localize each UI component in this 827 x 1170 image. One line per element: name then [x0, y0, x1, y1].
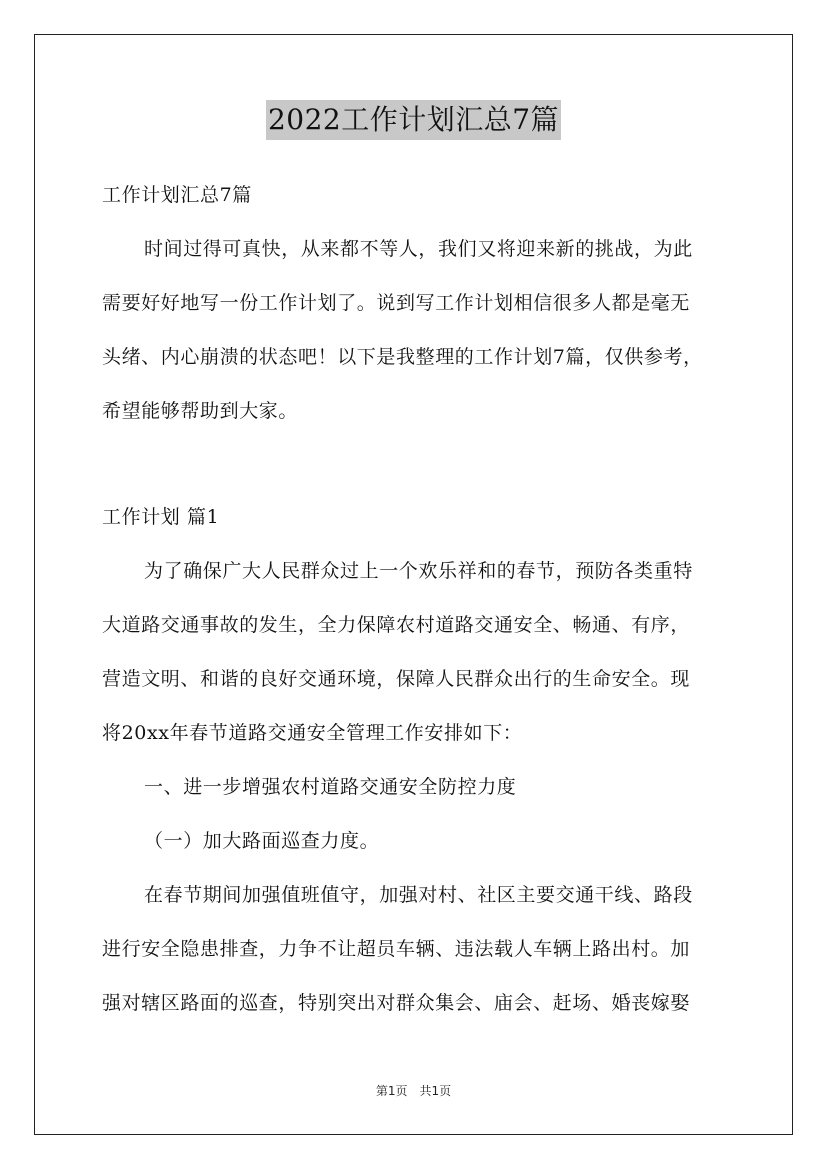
intro-line-4: 希望能够帮助到大家。 [102, 400, 299, 422]
section-paragraph-line-3: 营造文明、和谐的良好交通环境，保障人民群众出行的生命安全。现 [102, 668, 691, 690]
intro-line-1: 时间过得可真快，从来都不等人，我们又将迎来新的挑战，为此 [144, 238, 693, 260]
sub-heading: （一）加大路面巡查力度。 [144, 830, 380, 852]
item-heading: 一、进一步增强农村道路交通安全防控力度 [144, 776, 517, 798]
section-paragraph-line-4: 将20xx年春节道路交通安全管理工作安排如下： [102, 722, 523, 744]
section-paragraph-line-2: 大道路交通事故的发生，全力保障农村道路交通安全、畅通、有序， [102, 614, 691, 636]
intro-line-3: 头绪、内心崩溃的状态吧！以下是我整理的工作计划7篇，仅供参考， [102, 346, 703, 368]
page-footer [0, 1082, 827, 1099]
detail-paragraph-line-3: 强对辖区路面的巡查，特别突出对群众集会、庙会、赶场、婚丧嫁娶 [102, 992, 691, 1014]
paragraph-gap [102, 438, 732, 490]
detail-paragraph-line-1: 在春节期间加强值班值守，加强对村、社区主要交通干线、路段 [144, 884, 693, 906]
page-number-current: 第1页 [375, 1084, 408, 1098]
document-body [102, 168, 732, 1030]
document-title: 2022工作计划汇总7篇 [266, 100, 561, 140]
title-wrap [0, 100, 827, 140]
intro-line-2: 需要好好地写一份工作计划了。说到写工作计划相信很多人都是毫无 [102, 292, 691, 314]
detail-paragraph-line-2: 进行安全隐患排查，力争不让超员车辆、违法载人车辆上路出村。加 [102, 938, 691, 960]
page-number-total: 共1页 [419, 1084, 452, 1098]
section-heading: 工作计划 篇1 [102, 506, 220, 528]
section-paragraph-line-1: 为了确保广大人民群众过上一个欢乐祥和的春节，预防各类重特 [144, 560, 693, 582]
document-subtitle: 工作计划汇总7篇 [102, 184, 252, 206]
